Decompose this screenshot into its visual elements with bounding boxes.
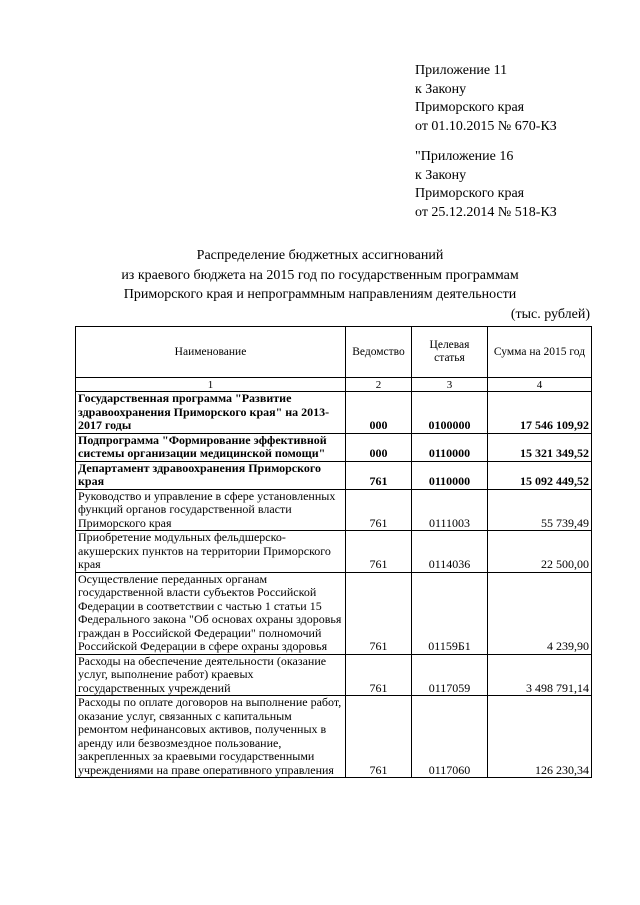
title-line: из краевого бюджета на 2015 год по государственным программам (121, 267, 519, 283)
header-name: Наименование (76, 327, 346, 378)
column-number: 3 (412, 378, 488, 392)
row-sum: 22 500,00 (488, 531, 592, 573)
row-name: Осуществление переданных органам государственной власти субъектов Российской Федерации в соответствии с частью 1 статьи 15 Федерального закона "Об основах охраны здоровья граждан в Российской Федерации" полномочий Российской Федерации в сфере охраны здоровья (76, 572, 346, 654)
table-row (76, 531, 592, 573)
row-target: 01159Б1 (412, 572, 488, 654)
table-row (76, 461, 592, 489)
row-sum: 126 230,34 (488, 696, 592, 778)
approval-note-2 (415, 148, 557, 222)
approval-note-line: "Приложение 16 (415, 149, 514, 164)
header-target: Целевая статья (412, 327, 488, 378)
row-sum: 17 546 109,92 (488, 392, 592, 434)
header-sum: Сумма на 2015 год (488, 327, 592, 378)
row-target: 0110000 (412, 461, 488, 489)
row-dept: 761 (346, 461, 412, 489)
row-dept: 761 (346, 531, 412, 573)
column-number: 2 (346, 378, 412, 392)
row-target: 0117059 (412, 654, 488, 696)
table-row (76, 696, 592, 778)
row-sum: 4 239,90 (488, 572, 592, 654)
row-dept: 761 (346, 696, 412, 778)
row-name: Государственная программа "Развитие здравоохранения Приморского края" на 2013-2017 годы (76, 392, 346, 434)
row-target: 0110000 (412, 433, 488, 461)
column-number-row (76, 378, 592, 392)
row-dept: 761 (346, 572, 412, 654)
approval-note-1 (415, 62, 557, 136)
units-label: (тыс. рублей) (510, 307, 590, 322)
approval-note-line: к Закону (415, 167, 467, 183)
row-name: Приобретение модульных фельдшерско-акушерских пунктов на территории Приморского края (76, 531, 346, 573)
approval-note-line: Приложение 11 (415, 63, 508, 78)
row-name: Расходы по оплате договоров на выполнение работ, оказание услуг, связанных с капитальным ремонтом нефинансовых активов, полученных в аренду или безвозмездное пользование, закрепленных за краевыми государственными учреждениями на праве оперативного управления (76, 696, 346, 778)
row-name: Департамент здравоохранения Приморского края (76, 461, 346, 489)
row-sum: 15 092 449,52 (488, 461, 592, 489)
table-row (76, 433, 592, 461)
approval-note-line: к Закону (415, 81, 467, 97)
title-line: Приморского края и непрограммным направлениям деятельности (123, 287, 517, 302)
row-target: 0100000 (412, 392, 488, 434)
row-target: 0114036 (412, 531, 488, 573)
row-target: 0117060 (412, 696, 488, 778)
approval-note-line: от 25.12.2014 № 518-КЗ (415, 204, 557, 220)
row-dept: 761 (346, 489, 412, 531)
table-row (76, 489, 592, 531)
row-sum: 15 321 349,52 (488, 433, 592, 461)
table-row (76, 572, 592, 654)
row-dept: 000 (346, 392, 412, 434)
approval-note-line: Приморского края (415, 186, 525, 201)
row-sum: 55 739,49 (488, 489, 592, 531)
row-sum: 3 498 791,14 (488, 654, 592, 696)
approval-note-line: Приморского края (415, 100, 525, 115)
table-row (76, 654, 592, 696)
table-row (76, 392, 592, 434)
title-line: Распределение бюджетных ассигнований (196, 248, 444, 263)
row-target: 0111003 (412, 489, 488, 531)
header-dept: Ведомство (346, 327, 412, 378)
row-name: Подпрограмма "Формирование эффективной системы организации медицинской помощи" (76, 433, 346, 461)
column-number: 4 (488, 378, 592, 392)
document-title (0, 246, 640, 305)
budget-table (75, 326, 592, 778)
row-dept: 000 (346, 433, 412, 461)
approval-note-line: от 01.10.2015 № 670-КЗ (415, 118, 557, 134)
column-number: 1 (76, 378, 346, 392)
table-header-row (76, 327, 592, 378)
row-dept: 761 (346, 654, 412, 696)
row-name: Руководство и управление в сфере установленных функций органов государственной власти Приморского края (76, 489, 346, 531)
row-name: Расходы на обеспечение деятельности (оказание услуг, выполнение работ) краевых государственных учреждений (76, 654, 346, 696)
